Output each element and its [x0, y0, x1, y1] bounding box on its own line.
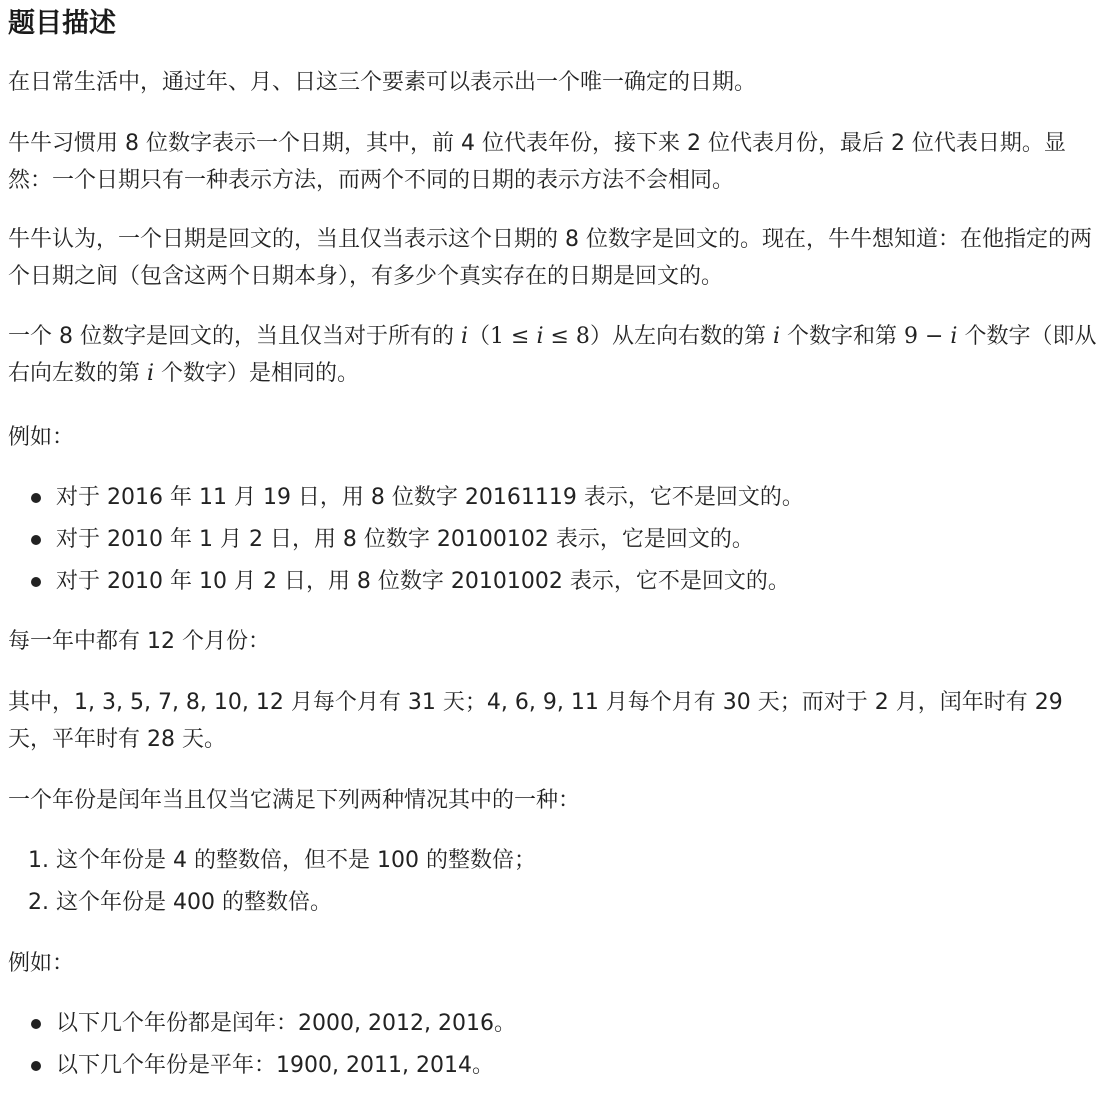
list-item: 以下几个年份是平年：1900, 2011, 2014。 — [0, 1045, 1090, 1087]
list-item: 对于 2010 年 1 月 2 日，用 8 位数字 20100102 表示，它是回文的。 — [0, 519, 1090, 561]
math-condition: 1 ≤ i ≤ 8 — [490, 324, 590, 349]
bullet-icon — [31, 1061, 41, 1071]
bullet-icon — [31, 493, 41, 503]
paragraph-intro: 在日常生活中，通过年、月、日这三个要素可以表示出一个唯一确定的日期。 — [8, 70, 757, 95]
leap-rule-list — [0, 840, 1090, 924]
paragraph-format: 牛牛习惯用 8 位数字表示一个日期，其中，前 4 位代表年份，接下来 2 位代表月份，最后 2 位代表日期。显然：一个日期只有一种表示方法，而两个不同的日期的表示方法不会相同。 — [8, 131, 1066, 193]
bullet-icon — [31, 1019, 41, 1029]
bullet-icon — [31, 535, 41, 545]
paragraph-palindrome-definition: 一个 8 位数字是回文的，当且仅当对于所有的 i（1 ≤ i ≤ 8）从左向右数的第 i 个数字和第 9 − i 个数字（即从右向左数的第 i 个数字）是相同的。 — [8, 324, 1097, 386]
math-var-i: i — [460, 324, 469, 349]
example-label: 例如： — [8, 425, 75, 450]
paragraph-months: 每一年中都有 12 个月份： — [8, 629, 270, 654]
list-item: 1. 这个年份是 4 的整数倍，但不是 100 的整数倍； — [28, 848, 536, 873]
example-label: 例如： — [8, 951, 75, 976]
list-item: 2. 这个年份是 400 的整数倍。 — [28, 890, 332, 915]
paragraph-leap-rule: 一个年份是闰年当且仅当它满足下列两种情况其中的一种： — [8, 788, 581, 813]
bullet-icon — [31, 577, 41, 587]
list-item: 以下几个年份都是闰年：2000, 2012, 2016。 — [0, 1003, 1090, 1045]
paragraph-palindrome-date: 牛牛认为，一个日期是回文的，当且仅当表示这个日期的 8 位数字是回文的。现在，牛牛想知道：在他指定的两个日期之间（包含这两个日期本身），有多少个真实存在的日期是回文的。 — [8, 227, 1092, 289]
list-item: 对于 2010 年 10 月 2 日，用 8 位数字 20101002 表示，它不是回文的。 — [0, 561, 1090, 603]
list-item: 对于 2016 年 11 月 19 日，用 8 位数字 20161119 表示，它不是回文的。 — [0, 477, 1090, 519]
paragraph-days: 其中，1, 3, 5, 7, 8, 10, 12 月每个月有 31 天；4, 6, 9, 11 月每个月有 30 天；而对于 2 月，闰年时有 29 天，平年时有 28 天。 — [8, 690, 1063, 752]
example-list-years — [0, 1003, 1090, 1087]
section-title: 题目描述 — [8, 8, 116, 39]
example-list-dates — [0, 477, 1090, 603]
math-expression: 9 − i — [904, 324, 958, 349]
